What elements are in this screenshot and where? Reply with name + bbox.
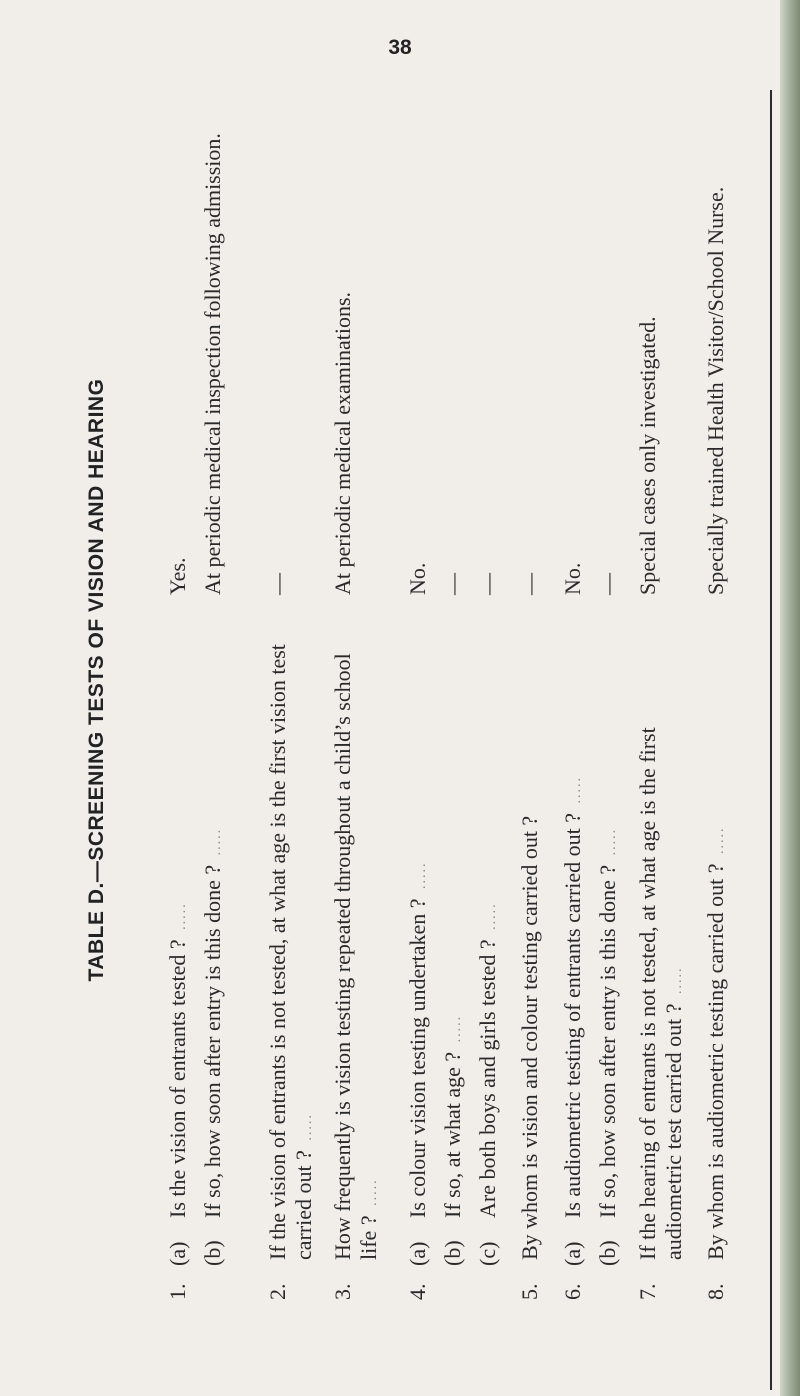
question-label: By whom is vision and colour testing carried out ? (517, 812, 542, 1260)
dot-leader: ..... (414, 861, 429, 889)
question-label: Is the vision of entrants tested ? (165, 935, 190, 1218)
dot-leader: ..... (484, 902, 499, 930)
question-text (265, 640, 321, 1260)
table-title: TABLE D.—SCREENING TESTS OF VISION AND HEARING (85, 378, 108, 982)
question-label: By whom is audiometric testing carried out ? (703, 859, 728, 1260)
answer-text: At periodic medical examinations. (330, 291, 355, 595)
row-number: 7. (635, 1283, 660, 1300)
question-text (475, 613, 505, 1218)
page-number: 38 (388, 36, 412, 59)
answer-text: Specially trained Health Visitor/School Nurse. (703, 186, 728, 595)
question-label: If the hearing of entrants is not tested, at what age is the first audiometric test carried out ? (635, 727, 686, 1260)
dot-leader: ..... (670, 966, 685, 994)
question-text (200, 613, 230, 1218)
answer-text: — (595, 573, 620, 595)
question-text (560, 613, 590, 1218)
row-sub-letter: (a) (560, 1241, 585, 1266)
rotated-table (85, 60, 775, 1300)
page-spine-edge (780, 0, 800, 1396)
question-label: If so, how soon after entry is this done ? (200, 861, 225, 1218)
question-label: Are both boys and girls tested ? (475, 935, 500, 1218)
row-sub-letter: (a) (405, 1241, 430, 1266)
question-label: How frequently is vision testing repeated throughout a child’s school life ? (330, 653, 381, 1260)
answer-text: At periodic medical inspection following admission. (200, 133, 225, 595)
row-number: 1. (165, 1283, 190, 1300)
question-text (635, 640, 691, 1260)
dot-leader: ..... (365, 1178, 380, 1206)
answer-text: No. (560, 562, 585, 595)
row-sub-letter: (b) (595, 1240, 620, 1266)
answer-text: Special cases only investigated. (635, 316, 660, 595)
dot-leader: ..... (449, 1014, 464, 1043)
row-number: 4. (405, 1283, 430, 1300)
row-number: 8. (703, 1283, 728, 1300)
row-number: 2. (265, 1283, 290, 1300)
question-text (517, 613, 543, 1260)
row-sub-letter: (b) (200, 1240, 225, 1266)
answer-text: — (475, 573, 500, 595)
dot-leader: ..... (712, 826, 727, 854)
question-label: If so, at what age ? (440, 1048, 465, 1218)
question-text (330, 640, 386, 1260)
dot-leader: ..... (569, 775, 584, 804)
row-number: 5. (517, 1283, 542, 1300)
question-label: Is colour vision testing undertaken ? (405, 894, 430, 1218)
question-text (165, 613, 195, 1218)
answer-text: — (517, 573, 542, 595)
dot-leader: ..... (174, 902, 189, 930)
question-text (703, 613, 733, 1260)
answer-text: — (440, 573, 465, 595)
row-number: 3. (330, 1283, 355, 1300)
answer-text: — (265, 573, 290, 595)
row-sub-letter: (b) (440, 1240, 465, 1266)
question-label: Is audiometric testing of entrants carried out ? (560, 809, 585, 1218)
row-sub-letter: (c) (475, 1241, 500, 1266)
question-text (440, 613, 470, 1218)
question-text (595, 613, 625, 1218)
row-number: 6. (560, 1283, 585, 1300)
dot-leader: ..... (300, 1113, 315, 1141)
answer-text: No. (405, 562, 430, 595)
question-label: If so, how soon after entry is this done ? (595, 861, 620, 1218)
row-sub-letter: (a) (165, 1241, 190, 1266)
question-label: If the vision of entrants is not tested, at what age is the first vision test carried out ? (265, 644, 316, 1260)
dot-leader: ..... (209, 827, 224, 856)
question-text (405, 613, 435, 1218)
answer-text: Yes. (165, 557, 190, 595)
dot-leader: ..... (604, 827, 619, 856)
